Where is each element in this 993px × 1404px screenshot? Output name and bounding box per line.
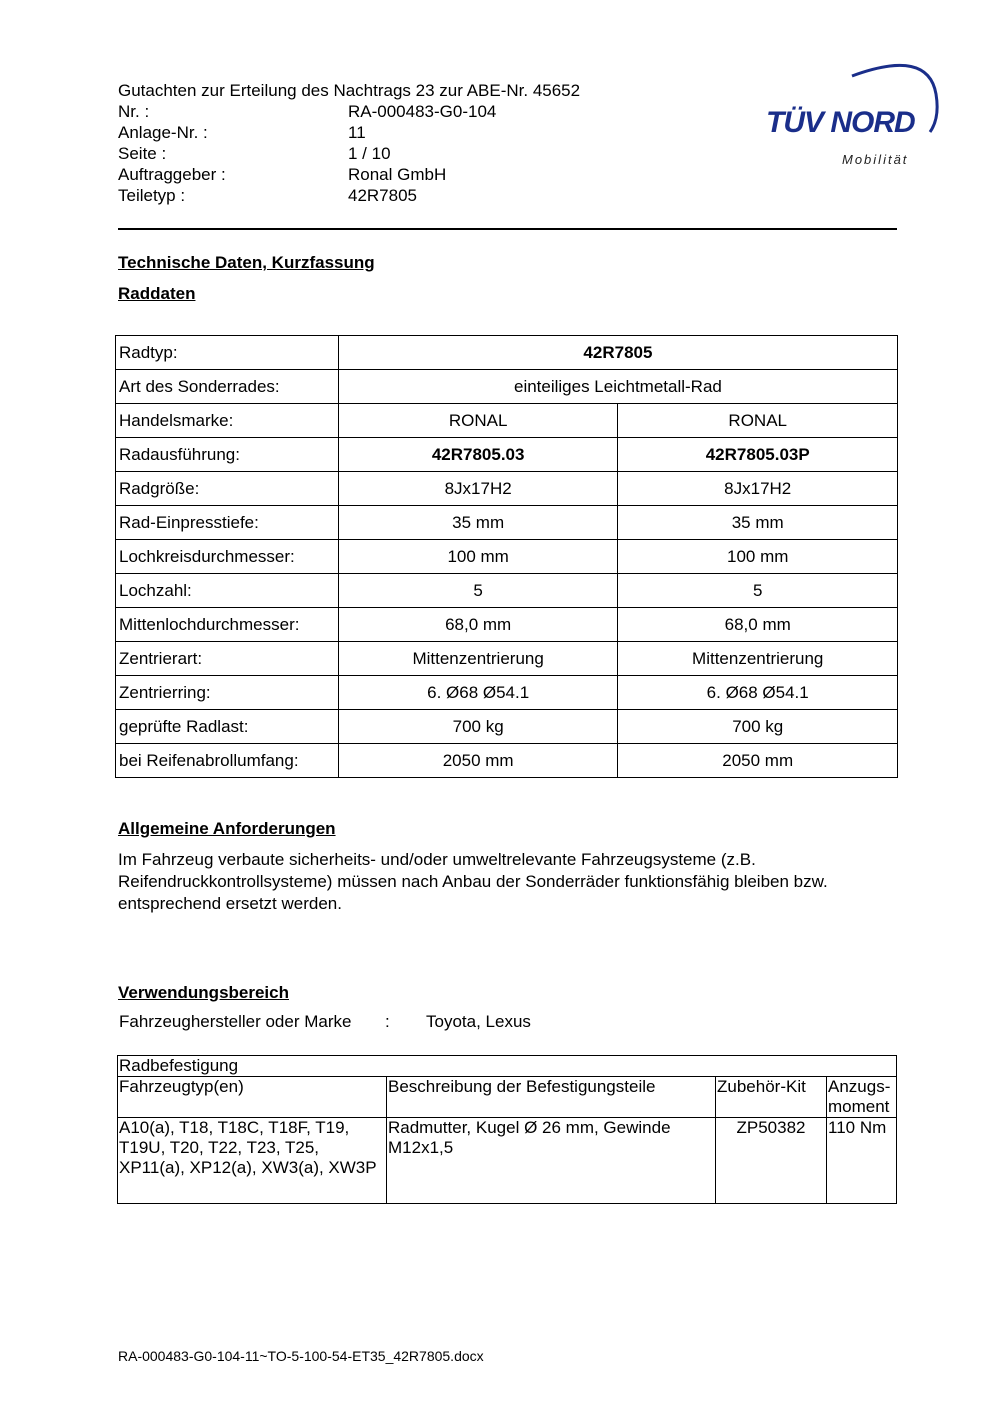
cell-value-a: Mittenzentrierung bbox=[338, 642, 618, 676]
row-label: Art des Sonderrades: bbox=[116, 370, 339, 404]
column-header: Anzugs-moment bbox=[827, 1077, 897, 1118]
row-label: Zentrierring: bbox=[116, 676, 339, 710]
row-label: bei Reifenabrollumfang: bbox=[116, 744, 339, 778]
cell-value-b: 5 bbox=[618, 574, 898, 608]
cell-value-b: RONAL bbox=[618, 404, 898, 438]
tuv-nord-logo bbox=[760, 56, 940, 172]
maker-line bbox=[119, 1012, 531, 1032]
section-subtitle: Raddaten bbox=[118, 284, 196, 303]
row-label: Zentrierart: bbox=[116, 642, 339, 676]
cell-value-a: 100 mm bbox=[338, 540, 618, 574]
cell-value-b: 6. Ø68 Ø54.1 bbox=[618, 676, 898, 710]
row-label: Handelsmarke: bbox=[116, 404, 339, 438]
header-label: Nr. : bbox=[118, 102, 150, 121]
header-divider bbox=[118, 228, 897, 230]
table-row bbox=[116, 574, 898, 608]
header-label: Auftraggeber : bbox=[118, 165, 226, 184]
cell-value-b: 35 mm bbox=[618, 506, 898, 540]
cell-value-a: 68,0 mm bbox=[338, 608, 618, 642]
row-label: Radtyp: bbox=[116, 336, 339, 370]
mount-description: Radmutter, Kugel Ø 26 mm, Gewinde M12x1,5 bbox=[387, 1118, 716, 1204]
table-row bbox=[116, 676, 898, 710]
wheel-data-table bbox=[115, 335, 898, 778]
radtyp-value: 42R7805 bbox=[338, 336, 897, 370]
cell-value-a: 5 bbox=[338, 574, 618, 608]
logo-subtitle: Mobilität bbox=[842, 152, 909, 167]
table-row bbox=[118, 1056, 897, 1077]
header-value: 11 bbox=[348, 123, 366, 142]
section-title: Technische Daten, Kurzfassung bbox=[118, 253, 375, 272]
usage-title: Verwendungsbereich bbox=[118, 983, 289, 1002]
requirements-text: Im Fahrzeug verbaute sicherheits- und/oder umweltrelevante Fahrzeugsysteme (z.B. Reifendruckkontrollsysteme) müssen nach Anbau der Sonderräder funktionsfähig bleiben bzw. entsprechend ersetzt werden. bbox=[118, 850, 828, 913]
maker-label: Fahrzeughersteller oder Marke bbox=[119, 1012, 352, 1031]
row-label: Radausführung: bbox=[116, 438, 339, 472]
cell-value-a: RONAL bbox=[338, 404, 618, 438]
art-value: einteiliges Leichtmetall-Rad bbox=[338, 370, 897, 404]
header-row-teiletyp bbox=[118, 185, 580, 206]
header-row-anlage bbox=[118, 122, 580, 143]
document-title: Gutachten zur Erteilung des Nachtrags 23 zur ABE-Nr. 45652 bbox=[118, 81, 581, 100]
mounting-table bbox=[117, 1055, 897, 1204]
table-row bbox=[118, 1118, 897, 1204]
cell-value-b: 2050 mm bbox=[618, 744, 898, 778]
table-row bbox=[116, 710, 898, 744]
mounting-caption: Radbefestigung bbox=[118, 1056, 897, 1077]
cell-value-a: 42R7805.03 bbox=[338, 438, 618, 472]
requirements-title: Allgemeine Anforderungen bbox=[118, 819, 336, 838]
cell-value-a: 6. Ø68 Ø54.1 bbox=[338, 676, 618, 710]
table-row bbox=[116, 608, 898, 642]
header-label: Seite : bbox=[118, 144, 167, 163]
table-row bbox=[116, 744, 898, 778]
footer-filename: RA-000483-G0-104-11~TO-5-100-54-ET35_42R7805.docx bbox=[118, 1348, 484, 1364]
row-label: Mittenlochdurchmesser: bbox=[116, 608, 339, 642]
header-row-nr bbox=[118, 101, 580, 122]
header-label: Teiletyp : bbox=[118, 186, 186, 205]
row-label: Radgröße: bbox=[116, 472, 339, 506]
cell-value-b: 100 mm bbox=[618, 540, 898, 574]
header-value: 1 / 10 bbox=[348, 144, 391, 163]
table-row bbox=[116, 642, 898, 676]
table-row bbox=[116, 472, 898, 506]
table-row bbox=[116, 438, 898, 472]
document-header bbox=[118, 80, 580, 206]
vehicle-types: A10(a), T18, T18C, T18F, T19, T19U, T20, T22, T23, T25, XP11(a), XP12(a), XW3(a), XW3P bbox=[118, 1118, 387, 1204]
logo-brand: TÜV NORD bbox=[766, 106, 915, 139]
table-row bbox=[116, 506, 898, 540]
table-header-row bbox=[118, 1077, 897, 1118]
header-label: Anlage-Nr. : bbox=[118, 123, 208, 142]
row-label: Rad-Einpresstiefe: bbox=[116, 506, 339, 540]
table-row bbox=[116, 336, 898, 370]
maker-colon: : bbox=[385, 1012, 390, 1031]
cell-value-a: 2050 mm bbox=[338, 744, 618, 778]
header-row-auftraggeber bbox=[118, 164, 580, 185]
column-header: Beschreibung der Befestigungsteile bbox=[387, 1077, 716, 1118]
header-value: RA-000483-G0-104 bbox=[348, 102, 497, 121]
cell-value-b: 700 kg bbox=[618, 710, 898, 744]
cell-value-a: 700 kg bbox=[338, 710, 618, 744]
row-label: Lochzahl: bbox=[116, 574, 339, 608]
cell-value-b: Mittenzentrierung bbox=[618, 642, 898, 676]
header-value: Ronal GmbH bbox=[348, 165, 447, 184]
cell-value-a: 35 mm bbox=[338, 506, 618, 540]
cell-value-b: 68,0 mm bbox=[618, 608, 898, 642]
row-label: geprüfte Radlast: bbox=[116, 710, 339, 744]
table-row bbox=[116, 404, 898, 438]
table-row bbox=[116, 370, 898, 404]
header-row-seite bbox=[118, 143, 580, 164]
table-row bbox=[116, 540, 898, 574]
column-header: Fahrzeugtyp(en) bbox=[118, 1077, 387, 1118]
cell-value-b: 42R7805.03P bbox=[618, 438, 898, 472]
accessory-kit: ZP50382 bbox=[716, 1118, 827, 1204]
header-value: 42R7805 bbox=[348, 186, 418, 205]
maker-value: Toyota, Lexus bbox=[426, 1012, 531, 1031]
column-header: Zubehör-Kit bbox=[716, 1077, 827, 1118]
torque-value: 110 Nm bbox=[827, 1118, 897, 1204]
row-label: Lochkreisdurchmesser: bbox=[116, 540, 339, 574]
cell-value-b: 8Jx17H2 bbox=[618, 472, 898, 506]
cell-value-a: 8Jx17H2 bbox=[338, 472, 618, 506]
